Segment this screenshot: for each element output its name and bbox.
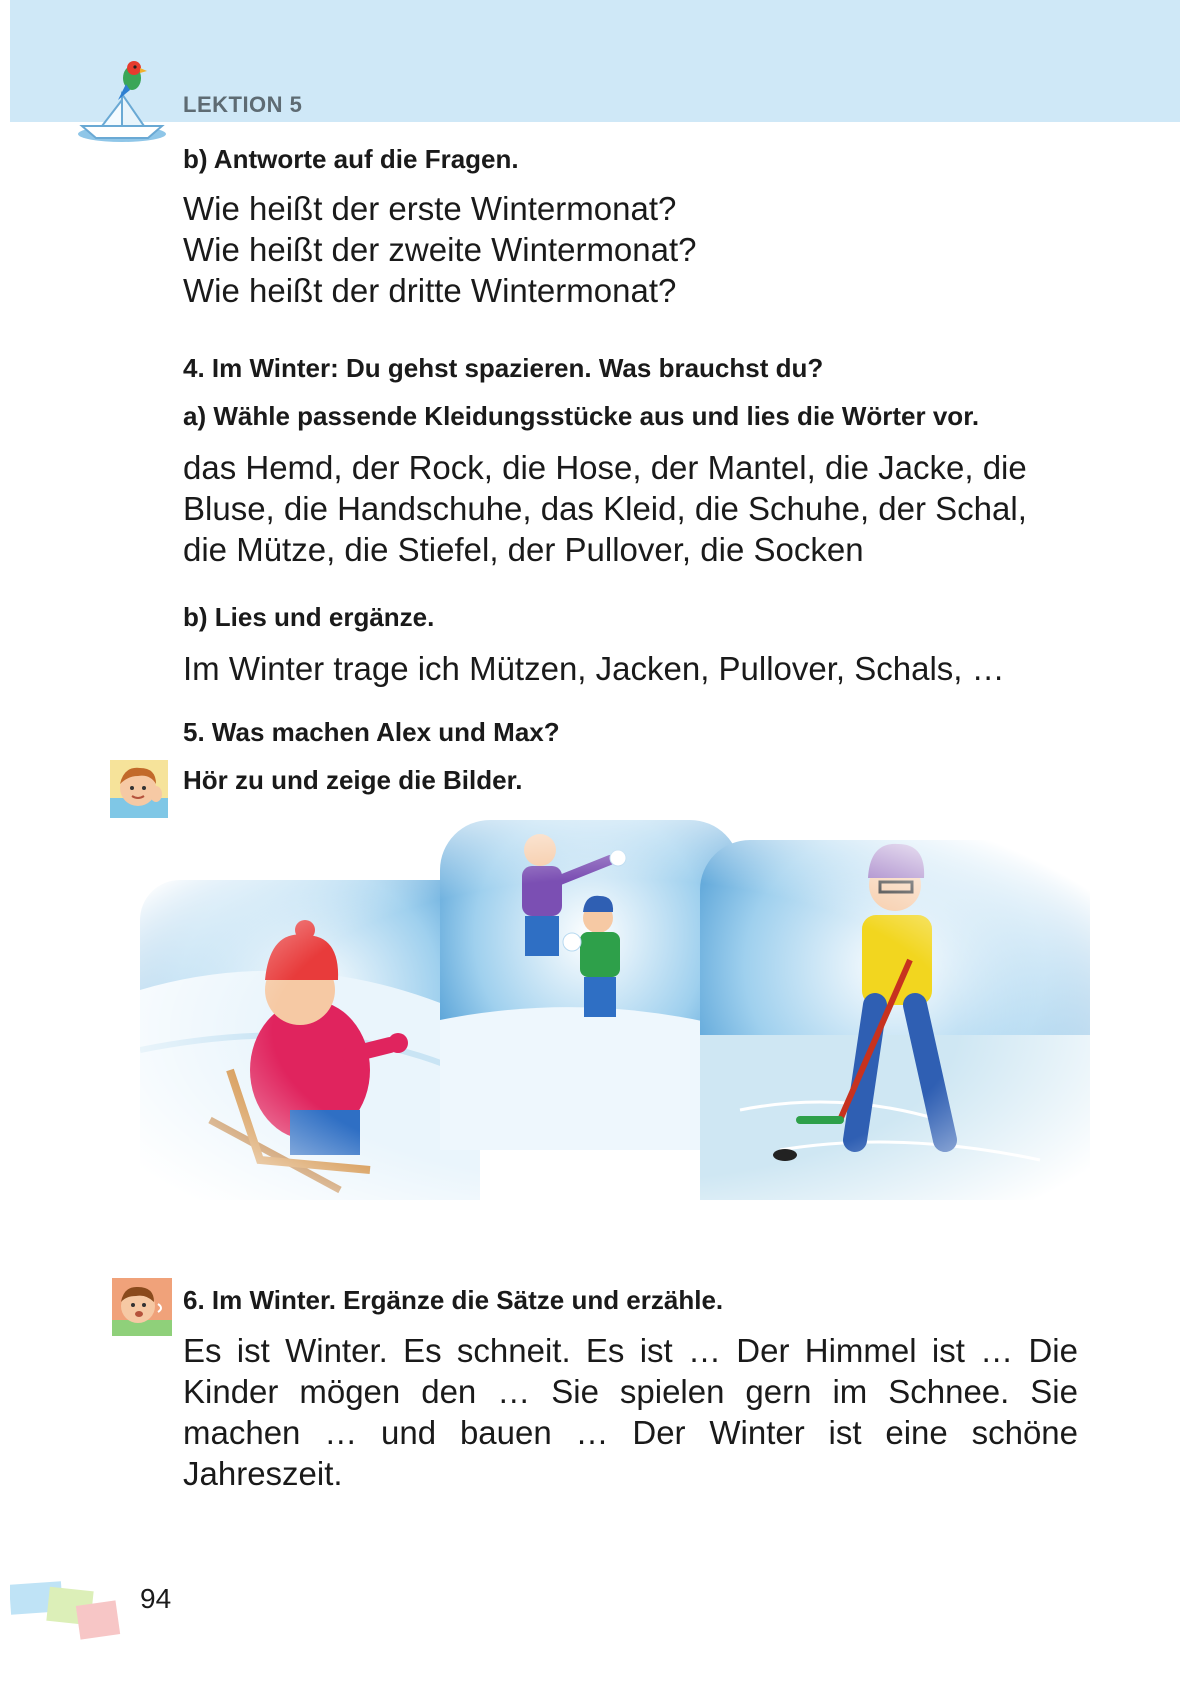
question-line: Wie heißt der zweite Wintermonat? [183, 231, 697, 268]
section-b-questions [183, 143, 1083, 175]
listening-child-icon [110, 760, 168, 818]
question-line: Wie heißt der dritte Wintermonat? [183, 272, 677, 309]
task-title: a) Wähle passende Kleidungsstücke aus und lies die Wörter vor. [183, 401, 980, 431]
page-number: 94 [140, 1583, 172, 1614]
task-title: 4. Im Winter: Du gehst spazieren. Was brauchst du? [183, 353, 824, 383]
cloze-paragraph: Es ist Winter. Es schneit. Es ist … Der Himmel ist … Die Kinder mögen den … Sie spielen gern im Schnee. Sie machen … und bauen … Der Winter ist eine schöne Jahreszeit. [183, 1332, 1078, 1492]
task-title: 6. Im Winter. Ergänze die Sätze und erzähle. [183, 1285, 724, 1315]
task-4b-text [183, 648, 1083, 689]
speaking-child-icon [112, 1278, 172, 1336]
word-line: das Hemd, der Rock, die Hose, der Mantel, die Jacke, die [183, 449, 1027, 486]
task-6-text [183, 1330, 1078, 1494]
paper-boat-mascot-icon [74, 56, 174, 146]
lesson-label: LEKTION 5 [183, 92, 303, 117]
clothing-word-list [183, 447, 1083, 570]
task-title: b) Antworte auf die Fragen. [183, 144, 519, 174]
sentence-line: Im Winter trage ich Mützen, Jacken, Pullover, Schals, … [183, 650, 1005, 687]
question-line: Wie heißt der erste Wintermonat? [183, 190, 677, 227]
word-line: Bluse, die Handschuhe, das Kleid, die Schuhe, der Schal, [183, 490, 1027, 527]
winter-activities-illustration [140, 820, 1090, 1240]
task-5 [183, 716, 1083, 748]
footer-decoration [10, 1575, 150, 1645]
task-4 [183, 352, 1083, 384]
word-line: die Mütze, die Stiefel, der Pullover, die Socken [183, 531, 864, 568]
question-list [183, 188, 1083, 311]
task-title: 5. Was machen Alex und Max? [183, 717, 560, 747]
task-4b [183, 601, 1083, 633]
task-4a [183, 400, 1103, 432]
task-6 [183, 1284, 1083, 1316]
task-instruction: Hör zu und zeige die Bilder. [183, 765, 523, 795]
task-title: b) Lies und ergänze. [183, 602, 435, 632]
task-5-instruction [183, 764, 1083, 796]
